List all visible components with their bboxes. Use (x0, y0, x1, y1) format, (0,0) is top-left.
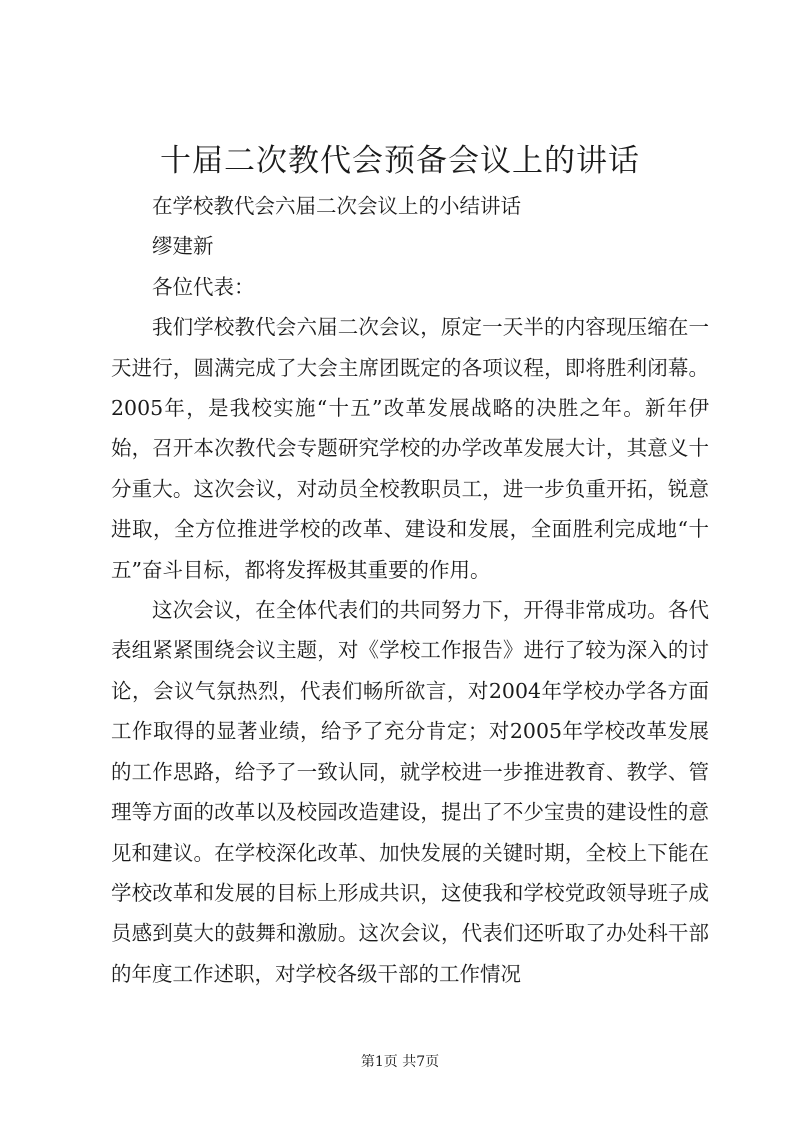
salutation-line: 各位代表： (152, 274, 255, 299)
subtitle-line: 在学校教代会六届二次会议上的小结讲话 (152, 194, 521, 218)
author-line: 缪建新 (152, 234, 214, 259)
document-title: 十届二次教代会预备会议上的讲话 (160, 143, 640, 179)
paragraph-1: 我们学校教代会六届二次会议，原定一天半的内容现压缩在一天进行，圆满完成了大会主席团既定的各项议程，即将胜利闭幕。2005年，是我校实施“十五”改革发展战略的决胜之年。新年伊始，召开本次教代会专题研究学校的办学改革发展大计，其意义十分重大。这次会议，对动员全校教职员工，进一步负重开拓，锐意进取，全方位推进学校的改革、建设和发展，全面胜利完成地“十五”奋斗目标，都将发挥极其重要的作用。 (111, 315, 709, 582)
page-footer: 第1页 共7页 (360, 1054, 440, 1070)
paragraph-2: 这次会议，在全体代表们的共同努力下，开得非常成功。各代表组紧紧围绕会议主题，对《学校工作报告》进行了较为深入的讨论，会议气氛热烈，代表们畅所欲言，对2004年学校办学各方面工作取得的显著业绩，给予了充分肯定；对2005年学校改革发展的工作思路，给予了一致认同，就学校进一步推进教育、教学、管理等方面的改革以及校园改造建设，提出了不少宝贵的建设性的意见和建议。在学校深化改革、加快发展的关键时期，全校上下能在学校改革和发展的目标上形成共识，这使我和学校党政领导班子成员感到莫大的鼓舞和激励。这次会议，代表们还听取了办处科干部的年度工作述职，对学校各级干部的工作情况 (111, 598, 709, 986)
document-body (111, 186, 709, 994)
